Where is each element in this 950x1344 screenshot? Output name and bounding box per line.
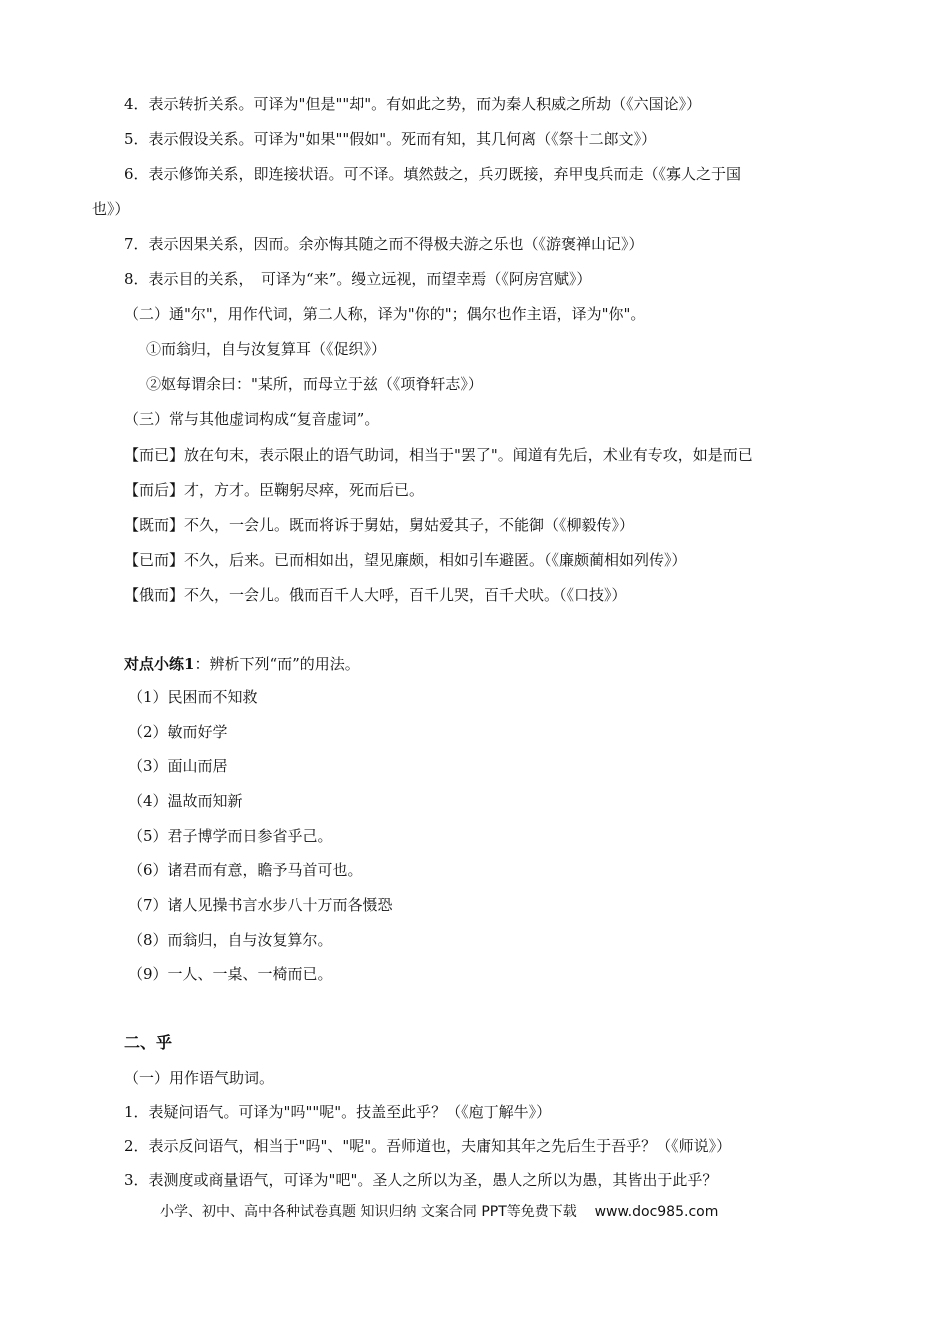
section2-line: 2．表示反问语气，相当于"吗"、"呢"。吾师道也，夫庸知其年之先后生于吾乎？（《师说》） <box>124 1137 732 1155</box>
text-line-8: 8．表示目的关系， 可译为“来”。缦立远视，而望幸焉（《阿房宫赋》） <box>124 270 592 288</box>
practice-item: （9）一人、一桌、一椅而已。 <box>128 965 333 983</box>
text-line-5: 5．表示假设关系。可译为"如果""假如"。死而有知，其几何离（《祭十二郎文》） <box>124 130 657 148</box>
practice-item: （6）诸君而有意，瞻予马首可也。 <box>128 861 363 879</box>
practice-item: （8）而翁归，自与汝复算尔。 <box>128 931 333 949</box>
text-line-7: 7．表示因果关系，因而。余亦悔其随之而不得极夫游之乐也（《游褒禅山记》） <box>124 235 644 253</box>
footer-url: www.doc985.com <box>594 1204 719 1220</box>
practice-item: （1）民困而不知救 <box>128 688 258 706</box>
practice-item: （7）诸人见操书言水步八十万而各慑恐 <box>128 896 393 914</box>
section2-line: 1．表疑问语气。可译为"吗""呢"。技盖至此乎？（《庖丁解牛》） <box>124 1103 552 1121</box>
subsection-er-pronoun: （二）通"尔"，用作代词，第二人称，译为"你的"；偶尔也作主语，译为"你"。 <box>124 305 646 323</box>
practice-heading <box>124 653 950 675</box>
practice-item: （3）面山而居 <box>128 757 228 775</box>
practice-item: （2）敏而好学 <box>128 723 228 741</box>
example-1: ①而翁归，自与汝复算耳（《促织》） <box>146 340 387 358</box>
text-line-6: 6．表示修饰关系，即连接状语。可不译。填然鼓之，兵刃既接，弃甲曳兵而走（《寡人之于国 <box>124 165 742 183</box>
compound-jier: 【既而】不久，一会儿。既而将诉于舅姑，舅姑爱其子，不能御（《柳毅传》） <box>124 516 635 534</box>
text-line-6-cont: 也》） <box>92 200 130 218</box>
practice-instruction: ：辨析下列“而”的用法。 <box>194 655 360 673</box>
section2-line: （一）用作语气助词。 <box>124 1069 275 1087</box>
subsection-compound: （三）常与其他虚词构成“复音虚词”。 <box>124 410 380 428</box>
footer-text: 小学、初中、高中各种试卷真题 知识归纳 文案合同 PPT等免费下载 <box>160 1204 577 1220</box>
compound-erhou: 【而后】才，方才。臣鞠躬尽瘁，死而后已。 <box>124 481 425 499</box>
text-line-4: 4．表示转折关系。可译为"但是""却"。有如此之势，而为秦人积威之所劫（《六国论》） <box>124 95 702 113</box>
compound-eer: 【俄而】不久，一会儿。俄而百千人大呼，百千儿哭，百千犬吠。（《口技》） <box>124 586 627 604</box>
example-2: ②妪每谓余曰："某所，而母立于兹（《项脊轩志》） <box>146 375 483 393</box>
compound-yier: 【已而】不久，后来。已而相如出，望见廉颇，相如引车避匿。（《廉颇蔺相如列传》） <box>124 551 687 569</box>
page-footer <box>160 1202 718 1222</box>
practice-item: （5）君子博学而日参省乎己。 <box>128 827 333 845</box>
section2-line: 3．表测度或商量语气，可译为"吧"。圣人之所以为圣，愚人之所以为愚，其皆出于此乎？ <box>124 1171 718 1189</box>
practice-item: （4）温故而知新 <box>128 792 243 810</box>
section-heading-hu: 二、乎 <box>124 1033 173 1052</box>
practice-label: 对点小练1 <box>124 655 195 673</box>
compound-eryi: 【而已】放在句末，表示限止的语气助词，相当于"罢了"。闻道有先后，术业有专攻，如是而已 <box>124 446 753 464</box>
